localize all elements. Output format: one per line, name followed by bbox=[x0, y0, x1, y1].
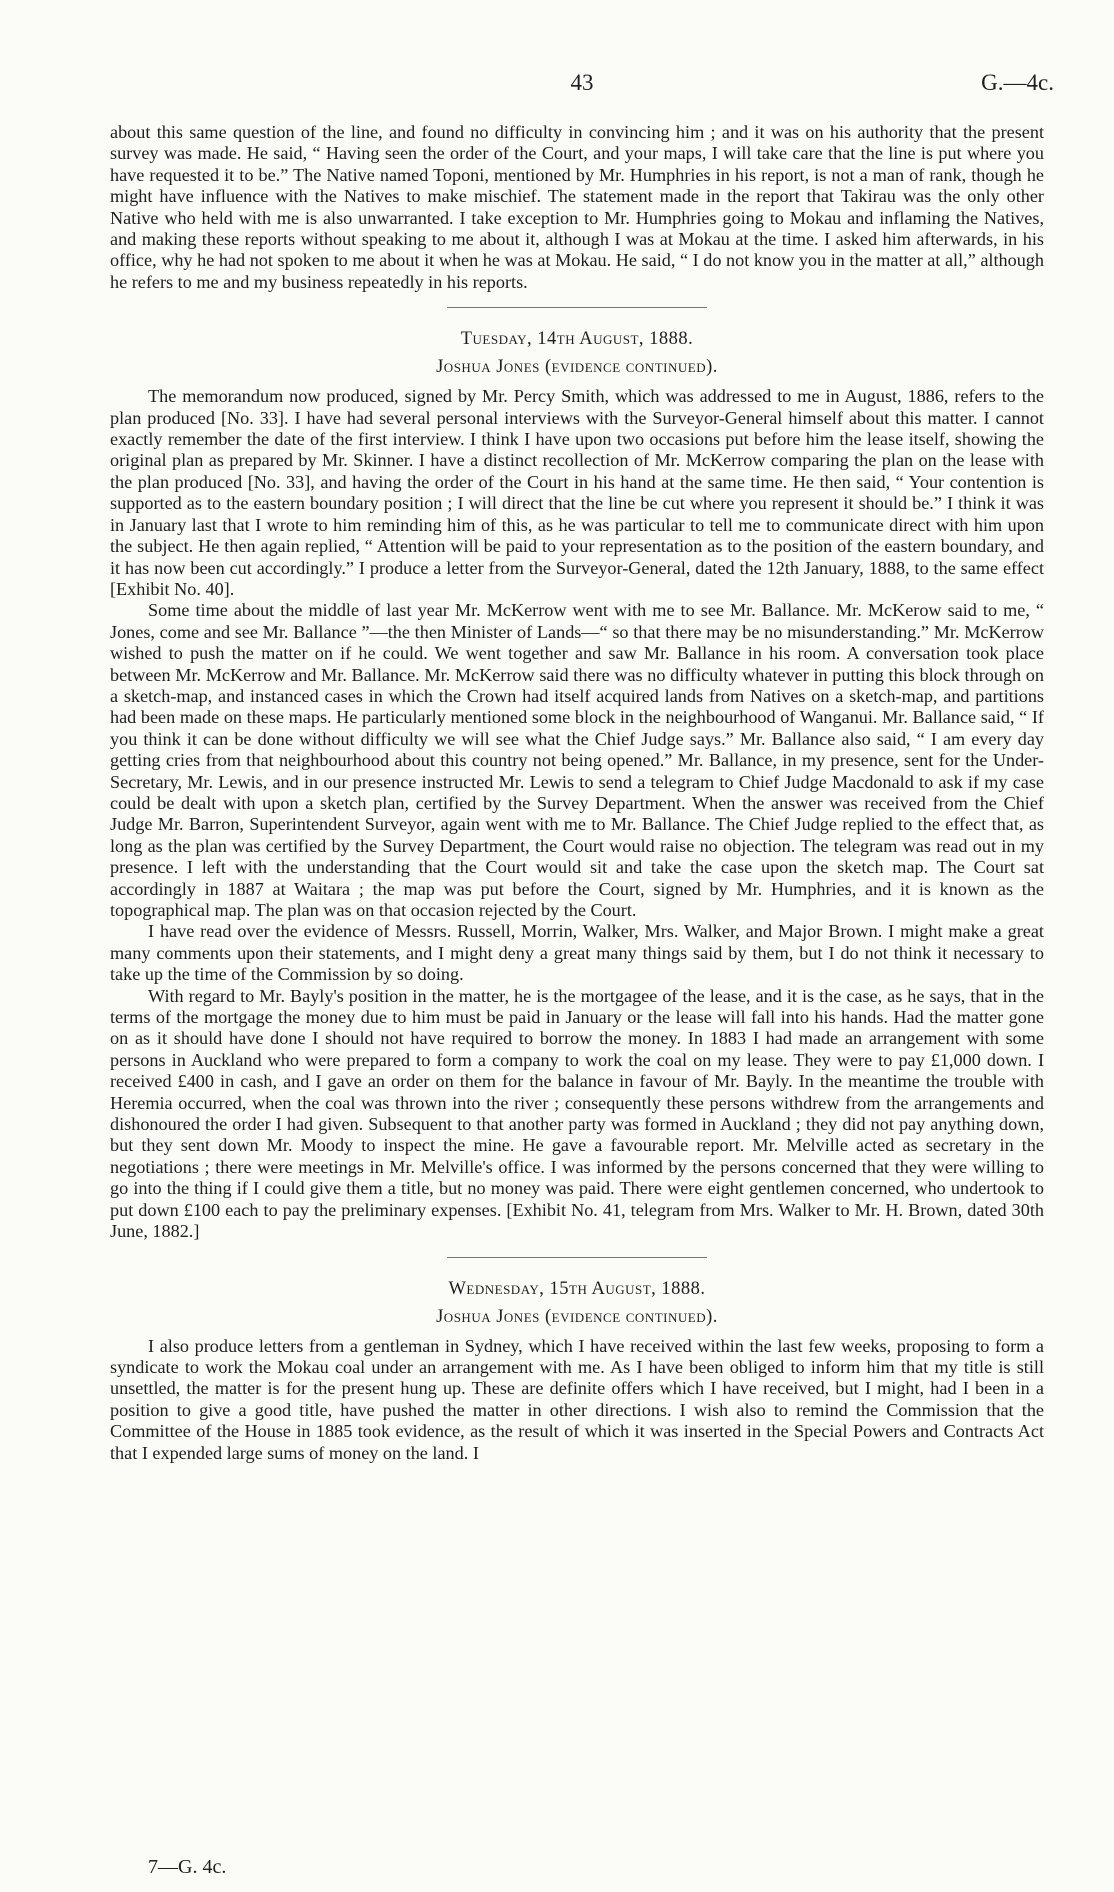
body-paragraph: With regard to Mr. Bayly's position in the matter, he is the mortgagee of the lease, and it is the case, as he says, that in the terms of the mortgage the money due to him must be paid in January or the lease will fall into his hands. Had the matter gone on as it should have done I should not have required to borrow the money. In 1883 I had made an arrangement with some persons in Auckland who were prepared to form a company to work the coal on my lease. They were to pay £1,000 down. I received £400 in cash, and I gave an order on them for the balance in favour of Mr. Bayly. In the meantime the trouble with Heremia occurred, when the coal was thrown into the river ; consequently these persons withdrew from the arrangements and dishonoured the order I had given. Subsequent to that another party was formed in Auckland ; they did not pay anything down, but they sent down Mr. Moody to inspect the mine. He gave a favourable report. Mr. Melville acted as secretary in the negotiations ; there were meetings in Mr. Melville's office. I was informed by the persons concerned that they were willing to go into the thing if I could give them a title, but no money was paid. There were eight gentlemen concerned, who undertook to put down £100 each to pay the preliminary expenses. [Exhibit No. 41, telegram from Mrs. Walker to Mr. H. Brown, dated 30th June, 1882.] bbox=[110, 985, 1044, 1242]
section-date-heading: Wednesday, 15th August, 1888. bbox=[448, 1278, 706, 1299]
section-speaker-heading: Joshua Jones (evidence continued). bbox=[436, 1306, 718, 1327]
intro-paragraph: about this same question of the line, and found no difficulty in convincing him ; and it was on his authority that the present survey was made. He said, “ Having seen the order of the Court, and your maps, I will take care that the line is put where you have requested it to be.” The Native named Toponi, mentioned by Mr. Humphries in his report, is not a man of rank, though he might have influence with the Natives to make mischief. The statement made in the report that Takirau was the only other Native who held with me is also unwarranted. I take exception to Mr. Humphries going to Mokau and inflaming the Natives, and making these reports without speaking to me about it, although I was at Mokau at the time. I asked him afterwards, in his office, why he had not spoken to me about it when he was at Mokau. He said, “ I do not know you in the matter at all,” although he refers to me and my business repeatedly in his reports. bbox=[110, 122, 1044, 292]
page-header bbox=[110, 70, 1054, 100]
section-speaker-heading: Joshua Jones (evidence continued). bbox=[436, 357, 718, 378]
document-reference: G.—4c. bbox=[981, 70, 1054, 95]
section-divider bbox=[447, 1257, 707, 1258]
page-content bbox=[110, 122, 1044, 1464]
body-paragraph: The memorandum now produced, signed by Mr. Percy Smith, which was addressed to me in August, 1886, refers to the plan produced [No. 33]. I have had several personal interviews with the Surveyor-General himself about this matter. I cannot exactly remember the date of the first interview. I think I have upon two occasions put before him the lease itself, showing the original plan as prepared by Mr. Skinner. I have a distinct recollection of Mr. McKerrow comparing the plan on the lease with the plan produced [No. 33], and having the order of the Court in his hand at the same time. He then said, “ Your contention is supported as to the eastern boundary position ; I will direct that the line be cut where you represent it should be.” I think it was in January last that I wrote to him reminding him of this, as he was particular to tell me to communicate direct with him upon the subject. He then again replied, “ Attention will be paid to your representation as to the position of the eastern boundary, and it has now been cut accordingly.” I produce a letter from the Surveyor-General, dated the 12th January, 1888, to the same effect [Exhibit No. 40]. bbox=[110, 386, 1044, 599]
body-paragraph: I have read over the evidence of Messrs. Russell, Morrin, Walker, Mrs. Walker, and Major Brown. I might make a great many comments upon their statements, and I might deny a great many things said by them, but I do not think it necessary to take up the time of the Commission by so doing. bbox=[110, 921, 1044, 985]
section-date-heading: Tuesday, 14th August, 1888. bbox=[460, 329, 694, 350]
printer-signature: 7—G. 4c. bbox=[148, 1856, 227, 1878]
body-paragraph: I also produce letters from a gentleman in Sydney, which I have received within the last few weeks, proposing to form a syndicate to work the Mokau coal under an arrangement with me. As I have been obliged to inform him that my title is still unsettled, the matter is for the present hung up. These are definite offers which I have received, but I might, had I been in a position to give a good title, have pushed the matter in other directions. I wish also to remind the Commission that the Committee of the House in 1885 took evidence, as the result of which it was inserted in the Special Powers and Contracts Act that I expended large sums of money on the land. I bbox=[110, 1335, 1044, 1463]
page-number: 43 bbox=[570, 70, 594, 95]
body-paragraph: Some time about the middle of last year Mr. McKerrow went with me to see Mr. Ballance. Mr. McKerow said to me, “ Jones, come and see Mr. Ballance ”—the then Minister of Lands—“ so that there may be no misunderstanding.” Mr. McKerrow wished to push the matter on if he could. We went together and saw Mr. Ballance in his room. A conversation took place between Mr. McKerrow and Mr. Ballance. Mr. McKerrow said there was no difficulty whatever in putting this block through on a sketch-map, and instanced cases in which the Crown had itself acquired lands from Natives on a sketch-map, and partitions had been made on these maps. He particularly mentioned some block in the neighbourhood of Wanganui. Mr. Ballance said, “ If you think it can be done without difficulty we will see what the Chief Judge says.” Mr. Ballance also said, “ I am every day getting cries from that neighbourhood about this country not being opened.” Mr. Ballance, in my presence, sent for the Under-Secretary, Mr. Lewis, and in our presence instructed Mr. Lewis to send a telegram to Chief Judge Macdonald to ask if my case could be dealt with upon a sketch plan, certified by the Survey Department. When the answer was received from the Chief Judge Mr. Barron, Superintendent Surveyor, again went with me to Mr. Ballance. The Chief Judge replied to the effect that, as long as the plan was certified by the Survey Department, the Court would raise no objection. The telegram was read out in my presence. I left with the understanding that the Court would sit and take the case upon the sketch map. The Court sat accordingly in 1887 at Waitara ; the map was put before the Court, signed by Mr. Humphries, and it is known as the topographical map. The plan was on that occasion rejected by the Court. bbox=[110, 600, 1044, 920]
section-divider bbox=[447, 307, 707, 308]
